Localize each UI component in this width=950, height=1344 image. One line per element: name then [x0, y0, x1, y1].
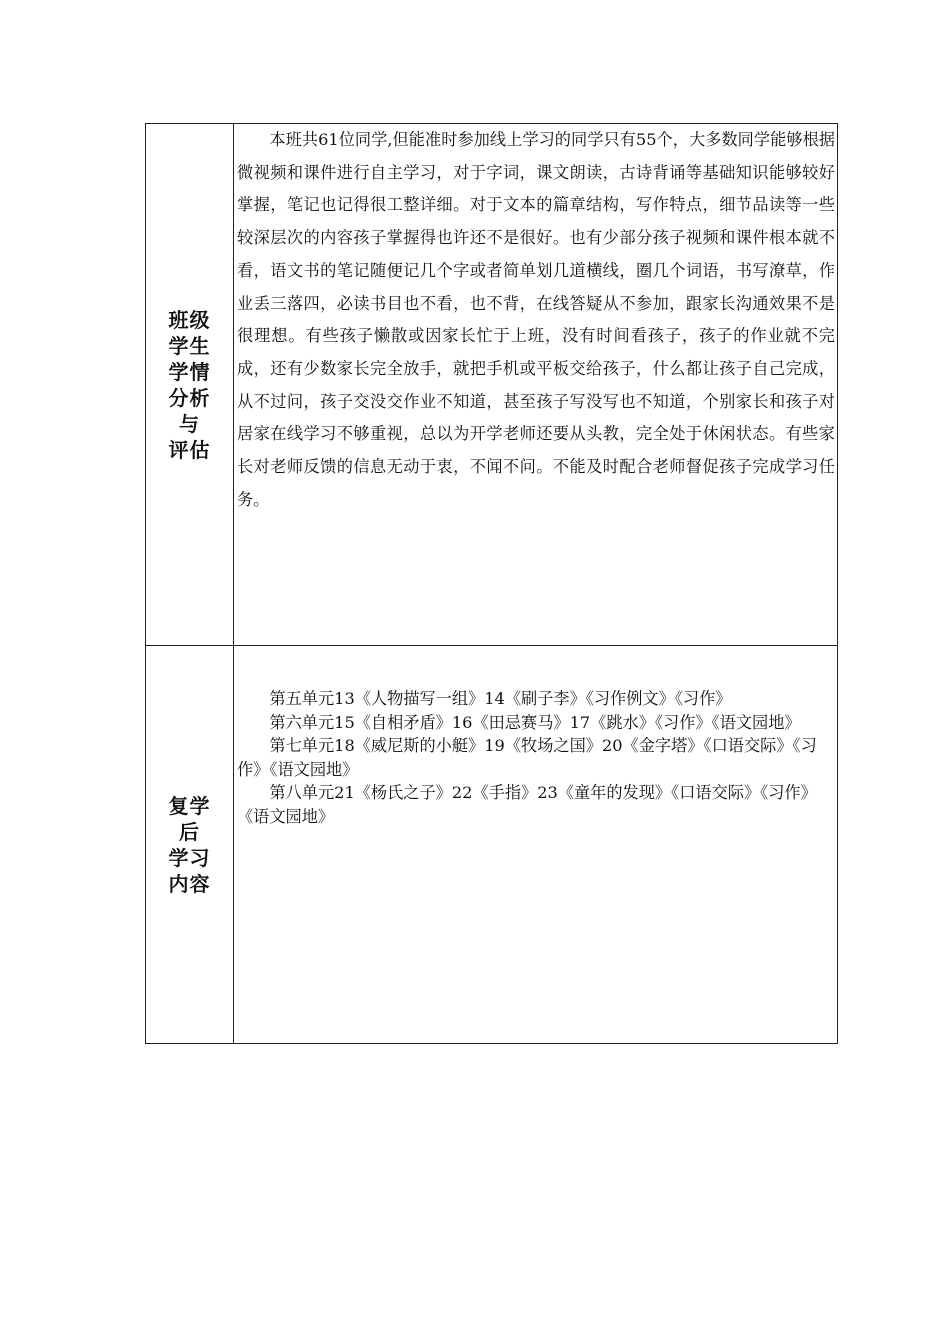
unit-item: 第六单元15《自相矛盾》16《田忌赛马》17《跳水》《习作》《语文园地》 [269, 712, 801, 732]
unit-item: 第八单元21《杨氏之子》22《手指》23《童年的发现》《口语交际》《习作》《语文园地》 [237, 783, 817, 826]
analysis-cell [234, 124, 838, 646]
content-cell [234, 646, 838, 1044]
analysis-paragraph: 本班共61位同学,但能准时参加线上学习的同学只有55个，大多数同学能够根据微视频和课件进行自主学习，对于字词，课文朗读，古诗背诵等基础知识能够较好掌握，笔记也记得很工整详细。对于文本的篇章结构，写作特点，细节品读等一些较深层次的内容孩子掌握得也许还不是很好。也有少部分孩子视频和课件根本就不看，语文书的笔记随便记几个字或者简单划几道横线，圈几个词语，书写潦草，作业丢三落四，必读书目也不看，也不背，在线答疑从不参加，跟家长沟通效果不是很理想。有些孩子懒散或因家长忙于上班，没有时间看孩子，孩子的作业就不完成，还有少数家长完全放手，就把手机或平板交给孩子，什么都让孩子自己完成，从不过问，孩子交没交作业不知道，甚至孩子写没写也不知道，个别家长和孩子对居家在线学习不够重视，总以为开学老师还要从头教，完全处于休闲状态。有些家长对老师反馈的信息无动于衷，不闻不问。不能及时配合老师督促孩子完成学习任务。 [237, 130, 835, 509]
label-line: 学生 [168, 333, 211, 358]
label-line: 学习 [168, 845, 211, 870]
label-line: 复学 [168, 793, 211, 818]
unit-list [234, 646, 837, 828]
label-line: 学情 [168, 359, 211, 384]
table-row-content [146, 646, 838, 1044]
label-line: 班级 [168, 307, 211, 332]
row-label-content [146, 646, 234, 1044]
label-line: 评估 [168, 437, 211, 462]
label-line: 与 [179, 411, 200, 436]
lesson-plan-table [145, 123, 838, 1044]
unit-item: 第五单元13《人物描写一组》14《刷子李》《习作例文》《习作》 [269, 689, 732, 708]
label-line: 分析 [168, 385, 211, 410]
label-line: 内容 [168, 871, 211, 896]
label-line: 后 [179, 819, 200, 844]
row-label-analysis [146, 124, 234, 646]
unit-item: 第七单元18《威尼斯的小艇》19《牧场之国》20《金字塔》《口语交际》《习作》《语文园地》 [237, 736, 817, 779]
table-row-analysis [146, 124, 838, 646]
